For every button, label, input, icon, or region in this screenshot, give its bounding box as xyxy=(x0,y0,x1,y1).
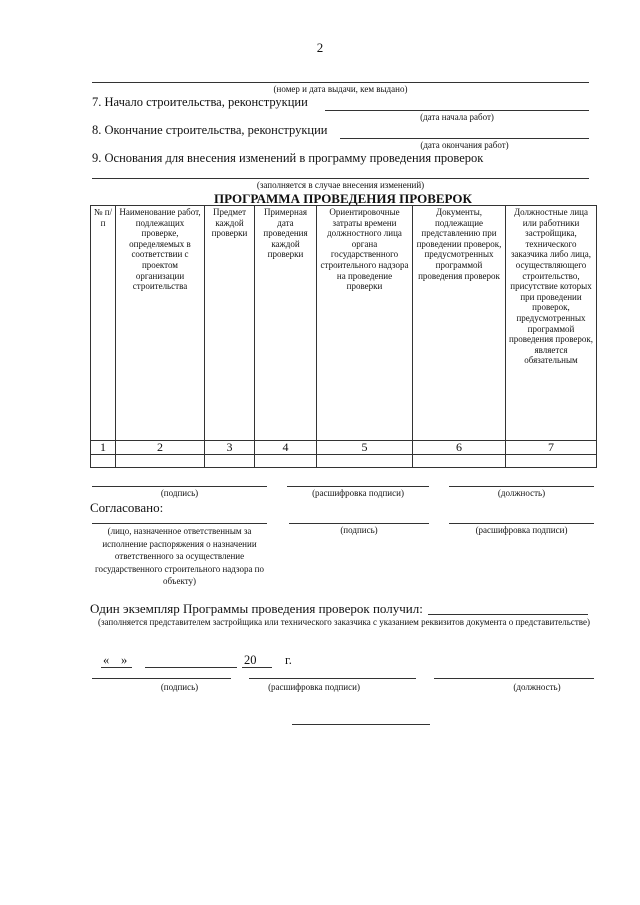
item7-field[interactable] xyxy=(325,110,589,111)
decode2-field[interactable] xyxy=(249,678,416,679)
item9-label: 9. Основания для внесения изменений в программу проведения проверок xyxy=(92,151,484,165)
program-title: ПРОГРАММА ПРОВЕДЕНИЯ ПРОВЕРОК xyxy=(214,191,472,206)
col-header-documents: Документы, подлежащие представлению при проведении проверок, предусмотренных программой проведения проверок xyxy=(413,206,506,441)
sign1-caption: (подпись) xyxy=(160,488,199,498)
date-month-field[interactable] xyxy=(145,667,237,668)
date-quote-open: « xyxy=(103,653,110,667)
agreed-sign-field[interactable] xyxy=(289,523,429,524)
col-number-7: 7 xyxy=(506,441,597,455)
position2-field[interactable] xyxy=(434,678,594,679)
issued-caption: (номер и дата выдачи, кем выдано) xyxy=(273,84,408,94)
date-quote-close: » xyxy=(121,653,128,667)
received-field[interactable] xyxy=(428,614,588,615)
col-number-5: 5 xyxy=(317,441,413,455)
date-year-field[interactable] xyxy=(242,667,272,668)
col-header-number: № п/п xyxy=(91,206,116,441)
issued-line xyxy=(92,82,589,83)
item9-caption: (заполняется в случае внесения изменений) xyxy=(256,180,425,190)
item8-label: 8. Окончание строительства, реконструкции xyxy=(92,123,328,137)
col-header-subject: Предмет каждой проверки xyxy=(205,206,255,441)
agreed-person-caption: (лицо, назначенное ответственным за исполнение распоряжения о назначении ответственного за осуществление государственного строительного надзора по объекту) xyxy=(94,526,265,586)
col-header-date: Примерная дата проведения каждой проверки xyxy=(255,206,317,441)
table-header-row xyxy=(91,206,597,441)
decode1-field[interactable] xyxy=(287,486,429,487)
col-header-persons: Должностные лица или работники застройщика, технического заказчика либо лица, осуществляющего строительство, присутствие которых при проведении проверок, предусмотренных программой проведения проверок, является обязательным xyxy=(506,206,597,441)
decode2-caption: (расшифровка подписи) xyxy=(268,682,360,692)
item7-caption: (дата начала работ) xyxy=(420,112,494,122)
agreed-decode-caption: (расшифровка подписи) xyxy=(475,525,568,535)
table-numbering-row xyxy=(91,441,597,455)
sign2-caption: (подпись) xyxy=(160,682,199,692)
item8-field[interactable] xyxy=(340,138,589,139)
col-number-3: 3 xyxy=(205,441,255,455)
item9-field[interactable] xyxy=(92,178,589,179)
position1-field[interactable] xyxy=(449,486,594,487)
agreed-person-field[interactable] xyxy=(92,523,267,524)
sign2-field[interactable] xyxy=(92,678,231,679)
date-day-field[interactable] xyxy=(101,667,132,668)
decode1-caption: (расшифровка подписи) xyxy=(312,488,404,498)
received-caption: (заполняется представителем застройщика или технического заказчика с указанием реквизитов документа о представительстве) xyxy=(98,617,590,627)
agreed-sign-caption: (подпись) xyxy=(340,525,378,535)
item7-label: 7. Начало строительства, реконструкции xyxy=(92,95,308,109)
position2-caption: (должность) xyxy=(513,682,561,692)
received-label: Один экземпляр Программы проведения проверок получил: xyxy=(90,601,423,616)
item8-caption: (дата окончания работ) xyxy=(420,140,509,150)
program-table xyxy=(90,205,597,468)
agreed-decode-field[interactable] xyxy=(449,523,594,524)
sign1-field[interactable] xyxy=(92,486,267,487)
position1-caption: (должность) xyxy=(497,488,546,498)
table-row[interactable] xyxy=(91,455,597,468)
bottom-divider xyxy=(292,724,430,725)
col-header-works: Наименование работ, подлежащих проверке, определяемых в соответствии с проектом организации строительства xyxy=(116,206,205,441)
date-year-prefix: 20 xyxy=(244,653,257,667)
page-number: 2 xyxy=(316,40,324,55)
col-number-4: 4 xyxy=(255,441,317,455)
col-number-2: 2 xyxy=(116,441,205,455)
agreed-label: Согласовано: xyxy=(90,500,164,515)
col-number-1: 1 xyxy=(91,441,116,455)
date-year-suffix: г. xyxy=(285,653,292,667)
col-number-6: 6 xyxy=(413,441,506,455)
col-header-time: Ориентировочные затраты времени должностного лица органа государственного строительного надзора на проведение проверки xyxy=(317,206,413,441)
